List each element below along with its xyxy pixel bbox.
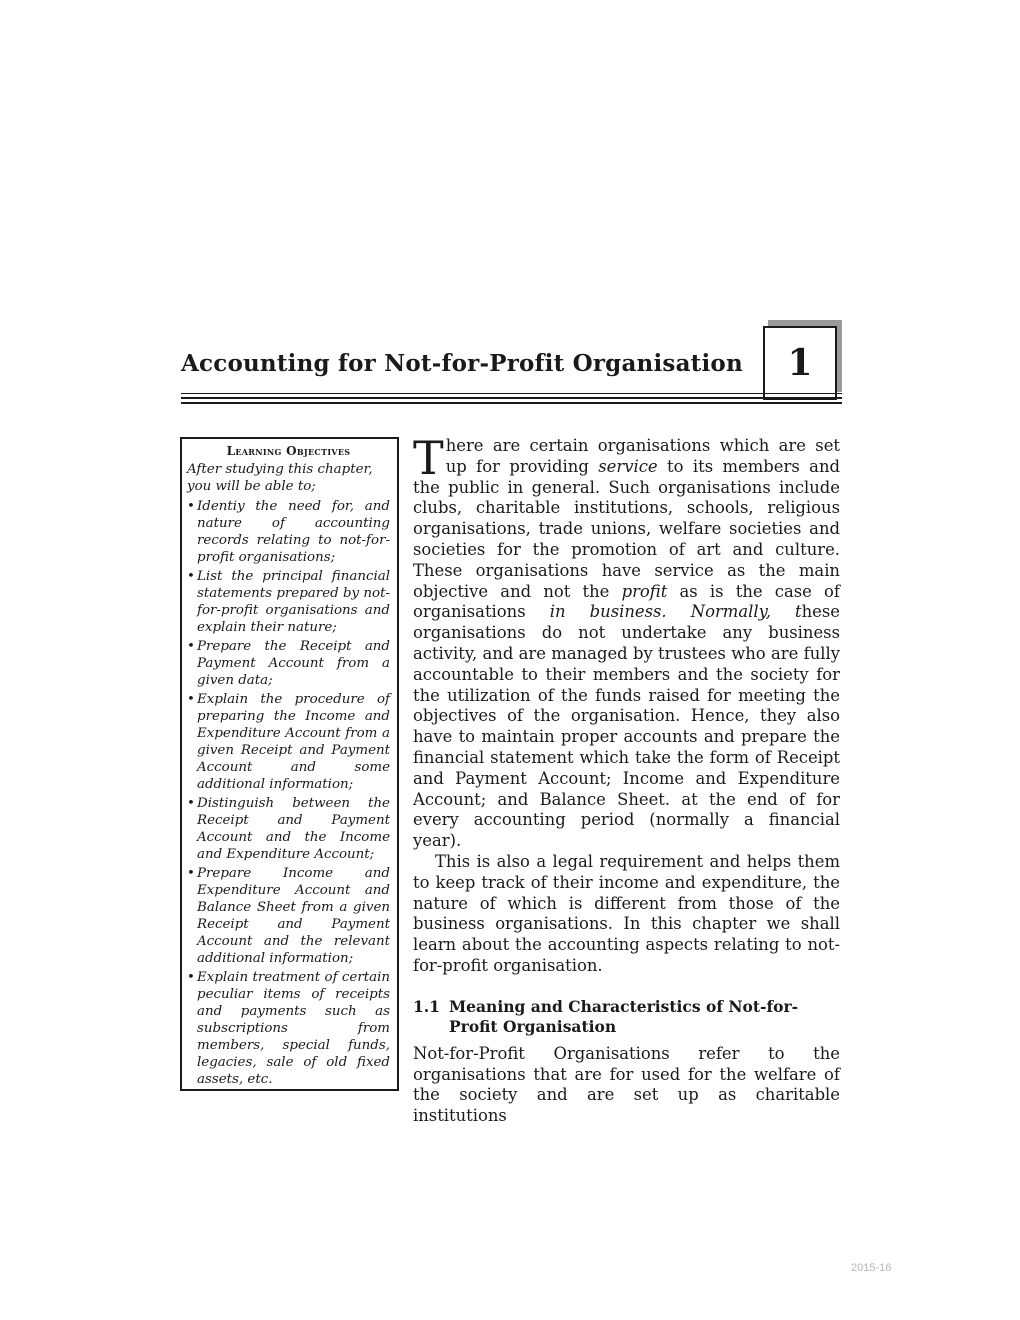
objective-item: • Prepare Income and Expenditure Account and Balance Sheet from a given Receipt and Payment Account and the relevant additional information; — [187, 865, 390, 967]
paragraph-text: to its members and the public in general. Such organisations include clubs, charitable institutions, schools, religious organisations, trade unions, welfare societies and societies for the promotion of art and culture. These organisations have service as the main objective and not the — [413, 456, 840, 601]
learning-objectives-box — [180, 437, 399, 1091]
section-number: 1.1 — [413, 996, 440, 1016]
title-rule — [181, 393, 842, 394]
chapter-number: 1 — [763, 326, 837, 400]
drop-cap: T — [413, 431, 444, 485]
learning-objectives-heading: Learning Objectives — [226, 444, 351, 458]
title-rule — [181, 402, 842, 404]
objective-item: • Prepare the Receipt and Payment Account from a given data; — [187, 638, 390, 689]
emphasis-text: profit — [621, 581, 668, 601]
section-title: Meaning and Characteristics of Not-for-Profit Organisation — [449, 996, 799, 1036]
footer-year: 2015-16 — [851, 1262, 892, 1274]
paragraph-text: here are certain organisations which are set up for providing — [445, 436, 840, 476]
title-rule — [181, 397, 842, 399]
objective-item: • Explain the procedure of preparing the Income and Expenditure Account from a given Receipt and Payment Account and some additional information; — [187, 691, 390, 793]
emphasis-text: service — [598, 456, 658, 476]
second-paragraph: This is also a legal requirement and helps them to keep track of their income and expenditure, the nature of which is different from those of the business organisations. In this chapter we shall learn about the accounting aspects relating to not-for-profit organisation. — [413, 851, 840, 975]
section-heading — [413, 997, 840, 1037]
learning-objectives-list — [187, 498, 390, 1088]
objective-item: • Explain treatment of certain peculiar items of receipts and payments such as subscriptions from members, special funds, legacies, sale of old fixed assets, etc. — [187, 969, 390, 1088]
learning-objectives-intro: After studying this chapter, you will be able to; — [187, 462, 373, 494]
emphasis-text: in business. Normally, t — [549, 602, 802, 622]
section-paragraph: Not-for-Profit Organisations refer to the organisations that are for used for the welfare of the society and are set up as charitable institutions — [413, 1043, 840, 1126]
paragraph-text: as is the case of organisations — [413, 581, 840, 622]
objective-item: • Identiy the need for, and nature of accounting records relating to not-for-profit organisations; — [187, 498, 390, 566]
objective-item: • List the principal financial statements prepared by not-for-profit organisations and explain their nature; — [187, 568, 390, 636]
chapter-title: Accounting for Not-for-Profit Organisation — [181, 350, 743, 377]
objective-item: • Distinguish between the Receipt and Payment Account and the Income and Expenditure Account; — [187, 795, 390, 863]
intro-paragraph — [413, 431, 840, 852]
main-text — [413, 431, 840, 1127]
paragraph-text: hese organisations do not undertake any business activity, and are managed by trustees who are fully accountable to their members and the society for the utilization of the funds raised for meeting the objectives of the organisation. Hence, they also have to maintain proper accounts and prepare the financial statement which take the form of Receipt and Payment Account; Income and Expenditure Account; and Balance Sheet. at the end of for every accounting period (normally a financial year). — [413, 602, 840, 851]
